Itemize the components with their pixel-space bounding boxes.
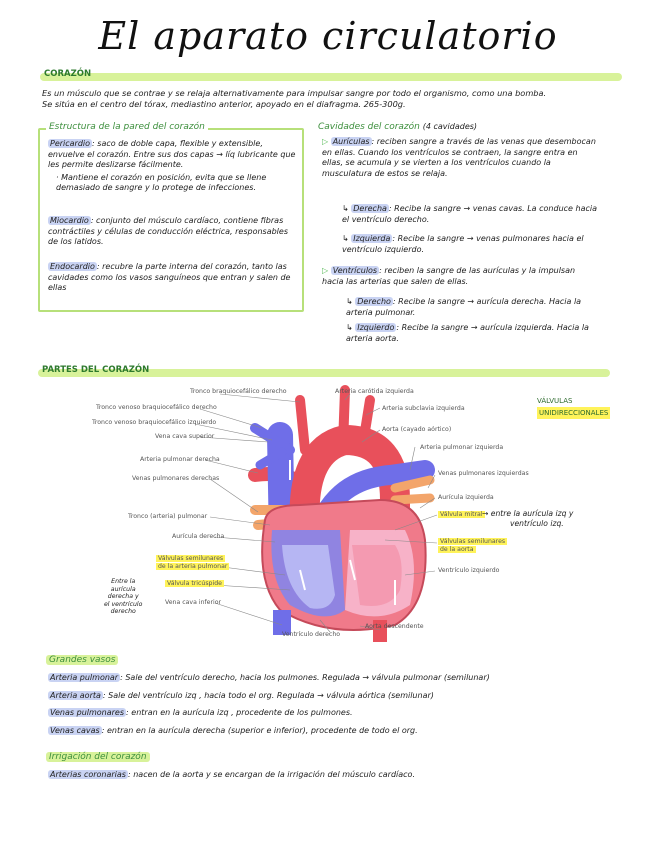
label-left-9: de la arteria pulmonar — [158, 563, 228, 570]
ven-izquierdo-text: : Recibe la sangre → aurícula izquierda. Hacia la arteria aorta. — [346, 323, 589, 343]
heading-highlight — [40, 73, 622, 81]
ventriculos-block — [322, 266, 598, 287]
label-right-0: Arteria carótida izquierda — [335, 388, 414, 395]
tricuspid-note-line: aurícula — [110, 585, 136, 593]
label-left-0: Tronco braquiocefálico derecho — [190, 388, 287, 395]
irrigation-text-block — [48, 770, 648, 781]
aur-izquierda-text: : Recibe la sangre → venas pulmonares hacia el ventrículo izquierdo. — [342, 234, 584, 254]
tricuspid-note-line: el ventrículo — [104, 600, 143, 608]
arrow-icon: ↳ — [346, 297, 353, 306]
label-right-7: Válvulas semilunares — [440, 538, 506, 545]
mitral-note-line-1: → entre la aurícula izq y — [482, 509, 574, 518]
ventriculos-text: : reciben la sangre de las aurículas y la impulsan hacia las arterias que salen de ellas. — [322, 266, 576, 286]
intro-line-1: Es un músculo que se contrae y se relaja alternativamente para impulsar sangre por todo el organismo, como una bomba. — [42, 88, 547, 98]
auriculas-term: Aurículas — [332, 137, 370, 146]
list-item — [48, 726, 648, 737]
label-left-7: Aurícula derecha — [172, 533, 225, 540]
aur-derecha-term: Derecha — [353, 204, 387, 213]
cavities-heading — [318, 122, 477, 132]
tricuspid-note-line: derecho — [110, 608, 136, 615]
tricuspid-note-line: Entre la — [111, 578, 136, 585]
auriculas-text: : reciben sangre a través de las venas que desembocan en ellas. Cuando los ventrículos se contraen, la sangre entra en ellas, se acumula y se vierten a los ventrículos cuando la musculatura de estos se relaja. — [322, 137, 596, 178]
triangle-icon: ▷ — [322, 266, 329, 275]
tricuspid-note-line: derecha y — [107, 593, 139, 600]
endocardio-text: : recubre la parte interna del corazón, tanto las cavidades como los vasos sanguíneos que entran y salen de ellas — [48, 262, 291, 292]
vessel-text: : entran en la aurícula derecha (superior e inferior), procedente de todo el org. — [101, 725, 418, 735]
miocardio-text: : conjunto del músculo cardíaco, contiene fibras contráctiles y células de conducción eléctrica, responsables de los latidos. — [48, 216, 288, 246]
great-vessels-heading — [46, 655, 118, 665]
great-vessels-title: Grandes vasos — [46, 655, 118, 665]
ven-izquierdo-term: Izquierdo — [357, 323, 395, 332]
auriculas-block — [322, 137, 598, 179]
miocardio-block — [48, 216, 296, 248]
pericardio-term: Pericardio — [50, 139, 91, 148]
endocardio-term: Endocardio — [50, 262, 95, 271]
irrigation-title: Irrigación del corazón — [46, 752, 150, 762]
irrigation-heading — [46, 752, 150, 762]
label-left-8: Válvulas semilunares — [158, 555, 224, 562]
mitral-note-line-2: ventrículo izq. — [510, 519, 564, 528]
label-right-6: Válvula mitral — [440, 511, 483, 518]
vessel-term: Arteria aorta — [50, 690, 101, 700]
vessel-term: Venas cavas — [50, 725, 100, 735]
vessel-text: : entran en la aurícula izq , procedente de los pulmones. — [126, 708, 353, 717]
page-title: El aparato circulatorio — [98, 14, 558, 58]
label-right-1: Arteria subclavia izquierda — [382, 405, 465, 412]
cavities-title: Cavidades del corazón — [318, 122, 420, 132]
vessel-text: : Sale del ventrículo derecho, hacia los pulmones. Regulada → válvula pulmonar (semilunar) — [120, 673, 490, 682]
label-left-5: Venas pulmonares derechas — [132, 475, 220, 482]
label-left-11: Vena cava inferior — [165, 599, 222, 606]
great-vessels-list — [48, 673, 648, 736]
label-right-2: Aorta (cayado aórtico) — [382, 426, 452, 433]
label-left-6: Tronco (arteria) pulmonar — [128, 513, 208, 520]
intro-text — [42, 88, 632, 110]
list-item — [48, 708, 648, 719]
ven-izquierdo-block — [346, 323, 604, 344]
label-right-4: Venas pulmonares izquierdas — [438, 470, 529, 477]
intro-line-2: Se sitúa en el centro del tórax, mediastino anterior, apoyado en el diafragma. 265-300g. — [42, 99, 406, 109]
aur-derecha-text: : Recibe la sangre → venas cavas. La conduce hacia el ventrículo derecho. — [342, 204, 597, 224]
vessel-term: Arteria pulmonar — [50, 673, 119, 682]
cavities-count: (4 cavidades) — [422, 122, 478, 131]
label-left-3: Vena cava superior — [155, 433, 215, 440]
pericardio-bullet: · Mantiene el corazón en posición, evita que se llene demasiado de sangre y lo protege de infecciones. — [56, 172, 267, 192]
arrow-icon: ↳ — [342, 204, 349, 213]
section-heading-partes: PARTES DEL CORAZÓN — [42, 365, 150, 375]
arrow-icon: ↳ — [342, 234, 349, 243]
arrow-icon: ↳ — [346, 323, 353, 332]
label-left-2: Tronco venoso braquiocefálico izquierdo — [92, 419, 217, 426]
miocardio-term: Miocardio — [50, 216, 89, 225]
label-right-10: Aorta descendente — [365, 623, 424, 630]
vessel-term: Venas pulmonares — [50, 708, 125, 717]
label-left-4: Arteria pulmonar derecha — [140, 456, 220, 463]
label-left-10: Válvula tricúspide — [167, 580, 222, 587]
endocardio-block — [48, 262, 296, 294]
label-left-1: Tronco venoso braquiocefálico derecho — [96, 404, 217, 411]
section-heading-corazon: CORAZÓN — [44, 69, 92, 79]
tricuspid-note — [104, 578, 142, 616]
ventriculos-term: Ventrículos — [332, 266, 378, 275]
pericardio-text: : saco de doble capa, flexible y extensible, envuelve el corazón. Entre sus dos capas → líq lubricante que les permite deslizarse fácilmente. — [48, 139, 296, 169]
triangle-icon: ▷ — [322, 137, 329, 146]
aur-izquierda-block — [342, 234, 604, 255]
aur-derecha-block — [342, 204, 604, 225]
pericardio-block — [48, 139, 296, 194]
mitral-note — [482, 509, 573, 529]
irrigation-term: Arterias coronarias — [50, 770, 126, 779]
ven-derecho-term: Derecho — [357, 297, 391, 306]
irrigation-text: : nacen de la aorta y se encargan de la irrigación del músculo cardíaco. — [127, 770, 415, 779]
label-right-5: Aurícula izquierda — [438, 494, 494, 501]
label-right-8: de la aorta — [440, 546, 474, 553]
valves-note-line-2: UNIDIRECCIONALES — [539, 409, 609, 417]
label-right-3: Arteria pulmonar izquierda — [420, 444, 504, 451]
ven-derecho-block — [346, 297, 604, 318]
label-right-9: Ventrículo izquierdo — [438, 567, 500, 574]
label-right-11: Ventrículo derecho — [282, 631, 341, 638]
valves-note-line-1: VÁLVULAS — [537, 397, 573, 405]
ven-derecho-text: : Recibe la sangre → aurícula derecha. Hacia la arteria pulmonar. — [346, 297, 582, 317]
vessel-text: : Sale del ventrículo izq , hacia todo el org. Regulada → válvula aórtica (semilunar) — [102, 690, 434, 700]
list-item — [48, 691, 648, 702]
aur-izquierda-term: Izquierda — [353, 234, 391, 243]
wall-structure-heading: Estructura de la pared del corazón — [46, 122, 208, 132]
list-item — [48, 673, 648, 684]
